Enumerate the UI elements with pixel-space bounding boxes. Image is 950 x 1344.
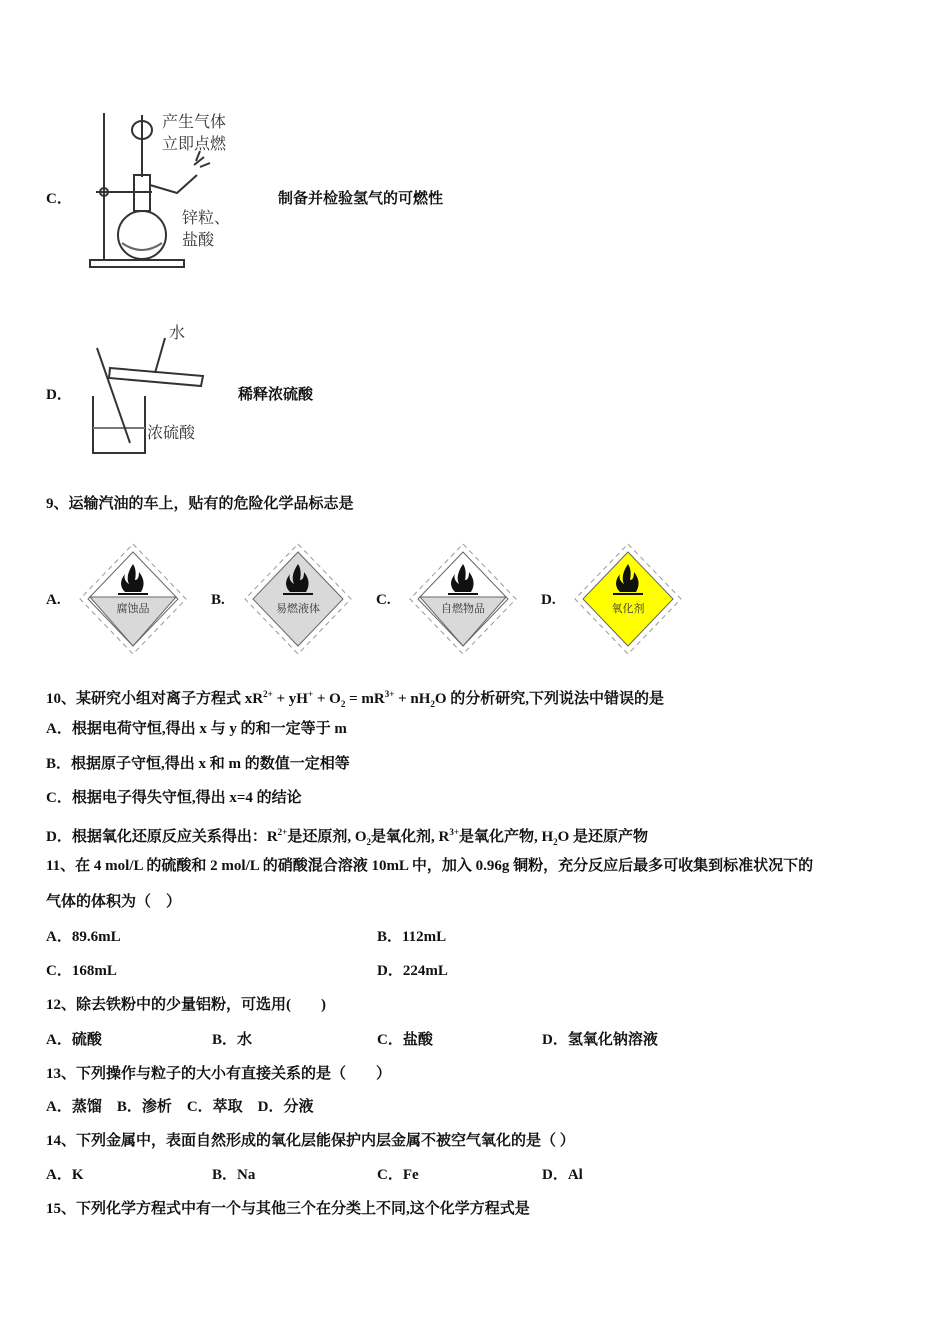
q14-option-d: D．Al (542, 1167, 583, 1183)
hazard-sign-label: 自燃物品 (441, 602, 485, 615)
dilute-acid-figure (85, 318, 215, 458)
q12-option-a: A．硫酸 (46, 1032, 102, 1048)
q9-option-c-letter: C. (376, 592, 391, 608)
q11-option-c: C．168mL (46, 963, 117, 979)
q13-stem: 13、下列操作与粒子的大小有直接关系的是（ ） (46, 1066, 392, 1082)
figure-label: 产生气体 (162, 112, 227, 131)
hazard-sign-a (78, 542, 188, 657)
q12-option-d: D．氢氧化钠溶液 (542, 1032, 658, 1048)
hazard-sign-c (408, 542, 518, 657)
q8-option-d-caption: 稀释浓硫酸 (238, 387, 314, 403)
q9-option-d-letter: D. (541, 592, 556, 608)
q10-option-b: B．根据原子守恒,得出 x 和 m 的数值一定相等 (46, 756, 350, 772)
q10-stem: 10、某研究小组对离子方程式 $xR^{2+} + yH^+ + O_2 = mR^{3+} + nH_2O$ 的分析研究,下列说法中错误的是 (46, 689, 665, 709)
q9-stem: 9、运输汽油的车上，贴有的危险化学品标志是 (46, 496, 354, 512)
q14-option-b: B．Na (212, 1167, 256, 1183)
hydrogen-apparatus-figure (82, 105, 247, 275)
q11-option-a: A．89.6mL (46, 929, 121, 945)
q14-option-c: C．Fe (377, 1167, 419, 1183)
q11-stem: 11、在 4 mol/L 的硫酸和 2 mol/L 的硝酸混合溶液 10mL 中，加入 0.96g 铜粉，充分反应后最多可收集到标准状况下的 (46, 858, 814, 874)
figure-label: 浓硫酸 (147, 423, 196, 442)
q8-option-c-letter: C． (46, 191, 72, 207)
q11-option-b: B．112mL (377, 929, 447, 945)
q9-option-a-letter: A. (46, 592, 61, 608)
figure-label: 锌粒、 (182, 208, 231, 227)
q13-options: A．蒸馏 B．渗析 C．萃取 D．分液 (46, 1099, 314, 1115)
figure-label: 盐酸 (182, 230, 215, 249)
q12-option-b: B．水 (212, 1032, 253, 1048)
q12-option-c: C．盐酸 (377, 1032, 433, 1048)
q9-option-b-letter: B. (211, 592, 225, 608)
hazard-sign-b (243, 542, 353, 657)
hazard-sign-d (573, 542, 683, 657)
q15-stem: 15、下列化学方程式中有一个与其他三个在分类上不同,这个化学方程式是 (46, 1201, 530, 1217)
q8-option-d-letter: D． (46, 387, 72, 403)
q11-stem-cont: 气体的体积为（ ） (46, 894, 182, 910)
hazard-sign-label: 氧化剂 (611, 602, 645, 615)
q10-option-c: C．根据电子得失守恒,得出 x=4 的结论 (46, 790, 302, 806)
hazard-sign-label: 易燃液体 (276, 602, 320, 615)
q11-option-d: D．224mL (377, 963, 448, 979)
q12-stem: 12、除去铁粉中的少量铝粉，可选用( ) (46, 997, 326, 1013)
figure-label: 立即点燃 (162, 134, 227, 153)
q10-option-d: D．根据氧化还原反应关系得出：$R^{2+}$是还原剂, $O_2$是氧化剂, $R^{3+}$是氧化产物, $H_2O$ 是还原产物 (46, 827, 649, 847)
q8-option-c-caption: 制备并检验氢气的可燃性 (278, 191, 444, 207)
q10-option-a: A．根据电荷守恒,得出 x 与 y 的和一定等于 m (46, 721, 347, 737)
figure-label: 水 (169, 323, 186, 342)
q14-option-a: A．K (46, 1167, 84, 1183)
hazard-sign-label: 腐蚀品 (116, 602, 150, 615)
q14-stem: 14、下列金属中，表面自然形成的氧化层能保护内层金属不被空气氧化的是（ ） (46, 1133, 575, 1149)
